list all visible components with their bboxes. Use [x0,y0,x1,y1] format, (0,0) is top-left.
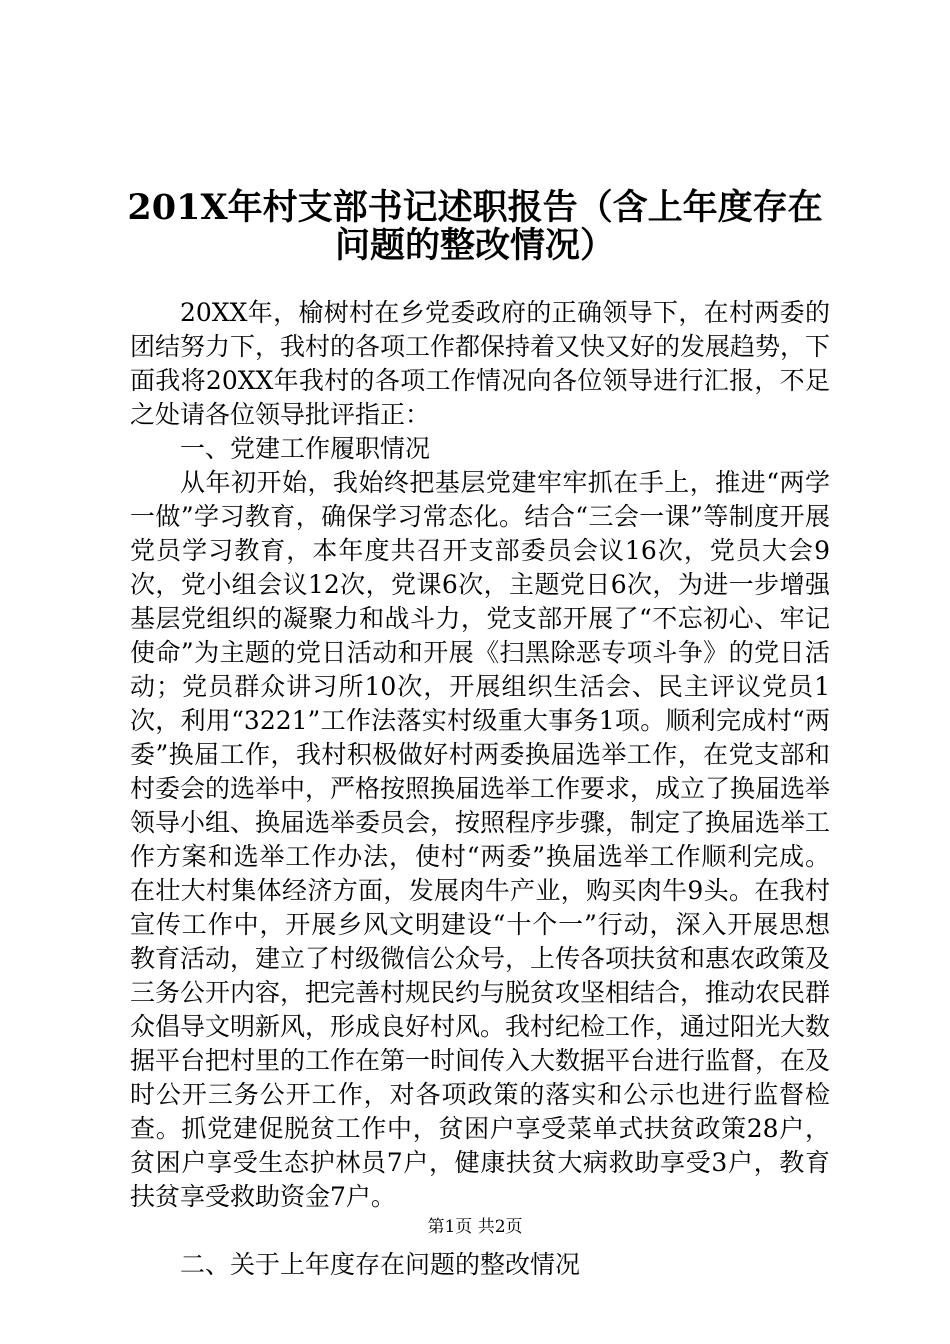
intro-paragraph: 20XX年，榆树村在乡党委政府的正确领导下，在村两委的团结努力下，我村的各项工作都保持着又快又好的发展趋势，下面我将20XX年我村的各项工作情况向各位领导进行汇报，不足之处请各位领导批评指正： [130,298,831,429]
section-heading-1: 一、党建工作履职情况 [180,434,431,463]
section-heading-2: 二、关于上年度存在问题的整改情况 [180,1250,581,1279]
document-title-line-1: 201X年村支部书记述职报告（含上年度存在 [127,187,823,228]
section-1-paragraph: 从年初开始，我始终把基层党建牢牢抓在手上，推进“两学一做”学习教育，确保学习常态化。结合“三会一课”等制度开展党员学习教育，本年度共召开支部委员会议16次，党员大会9次，党小组会议12次，党课6次，主题党日6次，为进一步增强基层党组织的凝聚力和战斗力，党支部开展了“不忘初心、牢记使命”为主题的党日活动和开展《扫黑除恶专项斗争》的党日活动；党员群众讲习所10次，开展组织生活会、民主评议党员1次，利用“3221”工作法落实村级重大事务1项。顺利完成村“两委”换届工作，我村积极做好村两委换届选举工作，在党支部和村委会的选举中，严格按照换届选举工作要求，成立了换届选举领导小组、换届选举委员会，按照程序步骤，制定了换届选举工作方案和选举工作办法，使村“两委”换届选举工作顺利完成。在壮大村集体经济方面，发展肉牛产业，购买肉牛9头。在我村宣传工作中，开展乡风文明建设“十个一”行动，深入开展思想教育活动，建立了村级微信公众号，上传各项扶贫和惠农政策及三务公开内容，把完善村规民约与脱贫攻坚相结合，推动农民群众倡导文明新风，形成良好村风。我村纪检工作，通过阳光大数据平台把村里的工作在第一时间传入大数据平台进行监督，在及时公开三务公开工作，对各项政策的落实和公示也进行监督检查。抓党建促脱贫工作中，贫困户享受菜单式扶贫政策28户，贫困户享受生态护林员7户，健康扶贫大病救助享受3户，教育扶贫享受救助资金7户。 [130,468,831,1211]
document-title-line-2: 问题的整改情况） [334,225,615,266]
document-body [130,296,830,1282]
page-number-footer: 第1页 共2页 [427,1217,523,1237]
